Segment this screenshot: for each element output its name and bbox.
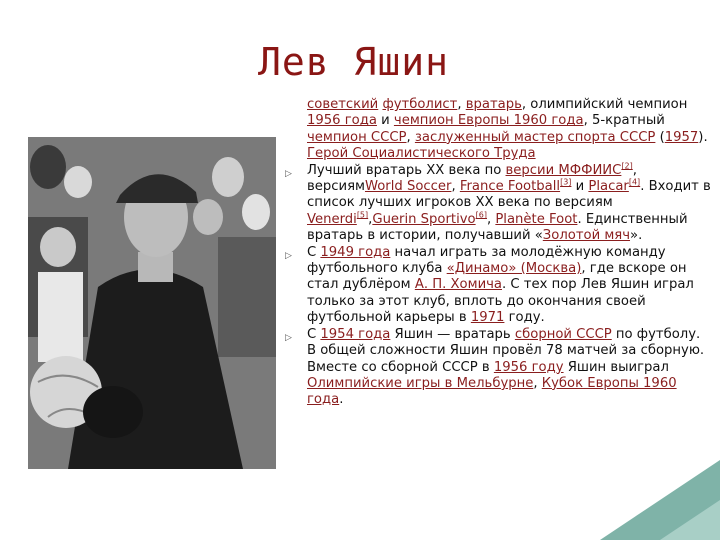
- hyperlink[interactable]: 1949 года: [320, 244, 391, 260]
- text-run: Яшин — вратарь: [390, 326, 515, 342]
- text-run: , версиям: [307, 162, 637, 195]
- triangle-right-icon: ▷: [285, 332, 292, 343]
- text-run: и: [571, 179, 589, 195]
- triangle-right-icon: ▷: [285, 168, 292, 179]
- portrait-photo: [28, 137, 276, 469]
- text-run: Лучший вратарь XX века по: [307, 162, 506, 178]
- text-run: ,: [406, 129, 415, 145]
- hyperlink[interactable]: 1971: [470, 310, 505, 326]
- hyperlink[interactable]: чемпион СССР: [307, 129, 407, 145]
- text-run: С: [307, 244, 321, 260]
- text-run: ,: [533, 375, 542, 391]
- triangle-right-icon: ▷: [285, 250, 292, 261]
- hyperlink[interactable]: Олимпийские игры в Мельбурне: [307, 375, 534, 391]
- text-run: ,: [457, 97, 466, 112]
- text-run: , олимпийский чемпион: [521, 97, 688, 112]
- decorative-corner-light: [660, 500, 720, 540]
- text-run: ».: [630, 228, 643, 244]
- hyperlink[interactable]: Venerdi: [307, 211, 357, 227]
- hyperlink[interactable]: Герой Социалистического Труда: [307, 146, 536, 162]
- hyperlink[interactable]: чемпион Европы 1960 года: [393, 113, 584, 129]
- hyperlink[interactable]: вратарь: [465, 97, 522, 112]
- footnote-ref[interactable]: [2]: [621, 161, 633, 171]
- text-run: . Единственный вратарь в истории, получавший «: [307, 211, 688, 244]
- text-content: [285, 97, 713, 409]
- paragraph: [285, 97, 713, 163]
- text-run: (: [655, 129, 665, 145]
- text-run: ,: [368, 211, 373, 227]
- page-title: Лев Яшин: [258, 40, 450, 84]
- text-run: ).: [698, 129, 708, 145]
- footnote-ref[interactable]: [3]: [560, 177, 572, 187]
- text-run: и: [376, 113, 394, 129]
- hyperlink[interactable]: 1956 года: [307, 113, 377, 129]
- footnote-ref[interactable]: [6]: [475, 210, 487, 220]
- hyperlink[interactable]: заслуженный мастер спорта СССР: [414, 129, 656, 145]
- hyperlink[interactable]: 1957: [664, 129, 699, 145]
- paragraph: [285, 327, 713, 409]
- text-run: , где вскоре он стал дублёром: [307, 261, 687, 293]
- hyperlink[interactable]: 1954 года: [320, 326, 391, 342]
- hyperlink[interactable]: Кубок Европы 1960 года: [307, 375, 677, 408]
- footnote-ref[interactable]: [4]: [628, 177, 641, 187]
- text-run: начал играть за молодёжную команду футбольного клуба: [307, 244, 666, 277]
- hyperlink[interactable]: Золотой мяч: [542, 228, 631, 244]
- text-run: , 5-кратный: [583, 113, 665, 129]
- text-run: . Входит в список лучших игроков XX века по версиям: [307, 179, 711, 211]
- text-run: по футболу. В общей сложности Яшин провёл 78 матчей за сборную. Вместе со сборной СССР в: [307, 326, 705, 375]
- hyperlink[interactable]: Planète Foot: [495, 211, 578, 227]
- text-run: ,: [486, 211, 496, 227]
- text-run: С: [307, 326, 321, 342]
- text-run: ,: [451, 179, 460, 195]
- hyperlink[interactable]: футболист: [382, 97, 458, 112]
- text-run: году.: [504, 310, 545, 326]
- footnote-ref[interactable]: [5]: [356, 210, 369, 220]
- hyperlink[interactable]: «Динамо» (Москва): [446, 261, 582, 277]
- hyperlink[interactable]: советский: [307, 97, 379, 112]
- text-run: . С тех пор Лев Яшин играл только за этот клуб, вплоть до окончания своей футбольной карьеры в: [307, 277, 694, 326]
- text-run: .: [339, 392, 344, 408]
- hyperlink[interactable]: Guerin Sportivo: [372, 211, 476, 227]
- hyperlink[interactable]: 1956 году: [493, 359, 564, 375]
- hyperlink[interactable]: А. П. Хомича: [414, 277, 503, 293]
- hyperlink[interactable]: Placar: [588, 179, 629, 195]
- text-run: Яшин выиграл: [563, 359, 669, 375]
- paragraph: [285, 163, 713, 245]
- hyperlink[interactable]: сборной СССР: [514, 326, 612, 342]
- hyperlink[interactable]: World Soccer: [364, 179, 452, 195]
- hyperlink[interactable]: France Football: [459, 179, 561, 195]
- hyperlink[interactable]: версии МФФИИС: [505, 162, 622, 178]
- paragraph: [285, 245, 713, 327]
